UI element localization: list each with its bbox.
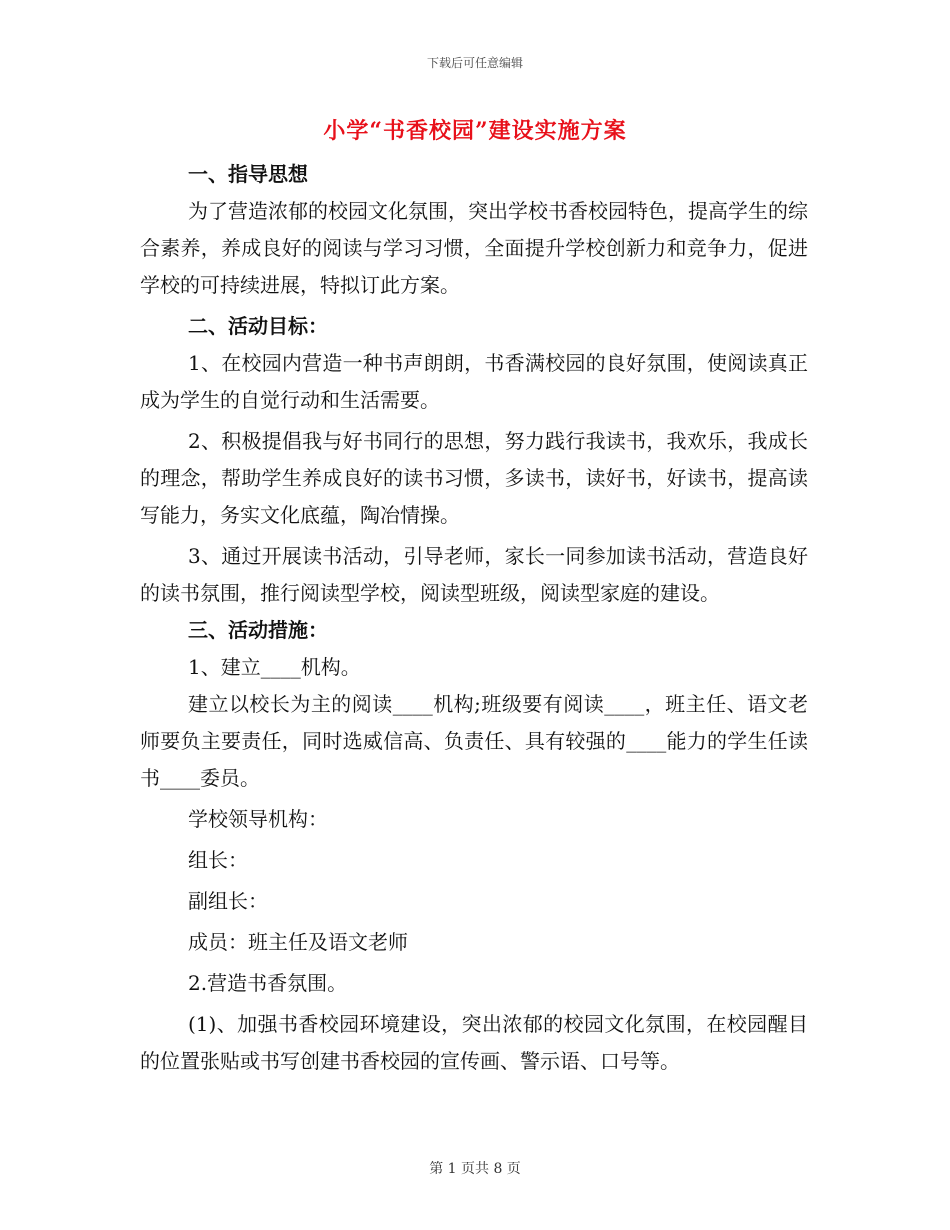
deputy-leader-label: 副组长： [188, 889, 268, 913]
section-heading-goals: 二、活动目标： [188, 314, 328, 338]
goal-item-1: 1、在校园内营造一种书声朗朗，书香满校园的良好氛围，使阅读真正成为学生的自觉行动和生活需要。 [140, 351, 808, 412]
group-leader-label: 组长： [188, 848, 248, 872]
measure-item-1-body: 建立以校长为主的阅读____机构;班级要有阅读____，班主任、语文老师要负主要责任，同时选威信高、负责任、具有较强的____能力的学生任读书____委员。 [140, 692, 808, 790]
section-heading-guiding-thought: 一、指导思想 [188, 162, 308, 186]
paragraph-guiding-thought: 为了营造浓郁的校园文化氛围，突出学校书香校园特色，提高学生的综合素养，养成良好的阅读与学习习惯，全面提升学校创新力和竞争力，促进学校的可持续进展，特拟订此方案。 [140, 199, 808, 297]
goal-item-2: 2、积极提倡我与好书同行的思想，努力践行我读书，我欢乐，我成长的理念，帮助学生养成良好的读书习惯，多读书，读好书，好读书，提高读写能力，务实文化底蕴，陶冶情操。 [140, 429, 808, 527]
members-label: 成员：班主任及语文老师 [188, 930, 408, 954]
header-note: 下载后可任意编辑 [426, 56, 523, 70]
document-body [140, 156, 808, 1080]
page-footer: 第 1 页共 8 页 [429, 1161, 521, 1177]
measure-item-2-1: (1)、加强书香校园环境建设，突出浓郁的校园文化氛围，在校园醒目的位置张贴或书写创建书香校园的宣传画、警示语、口号等。 [140, 1012, 808, 1073]
measure-item-1: 1、建立____机构。 [188, 655, 361, 679]
document-title: 小学“书香校园”建设实施方案 [323, 118, 627, 144]
section-heading-measures: 三、活动措施： [188, 618, 328, 642]
measure-item-2: 2.营造书香氛围。 [188, 971, 348, 995]
leadership-label: 学校领导机构： [188, 807, 328, 831]
goal-item-3: 3、通过开展读书活动，引导老师，家长一同参加读书活动，营造良好的读书氛围，推行阅读型学校，阅读型班级，阅读型家庭的建设。 [140, 544, 808, 605]
